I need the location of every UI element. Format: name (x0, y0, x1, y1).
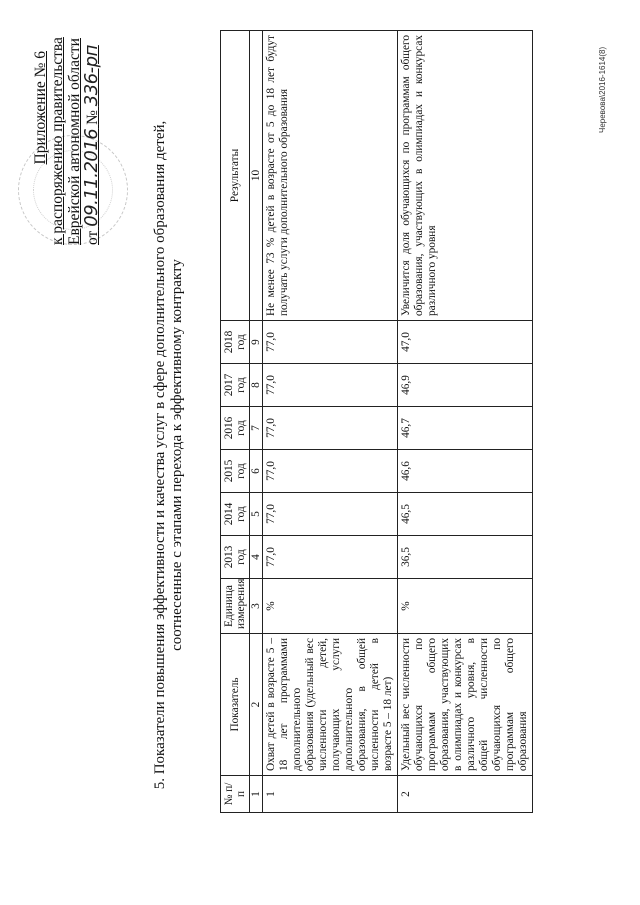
appendix-block (32, 15, 101, 245)
table-header-row (221, 31, 250, 813)
value-2018: 77,0 (263, 321, 398, 364)
column-number: 7 (250, 407, 263, 450)
value-2015: 46,6 (398, 450, 533, 493)
header-cell: 2018 год (221, 321, 250, 364)
row-number: 2 (398, 776, 533, 813)
header-cell: 2017 год (221, 364, 250, 407)
header-cell: 2014 год (221, 493, 250, 536)
appendix-region: Еврейской автономной области (66, 38, 83, 245)
section-heading (152, 105, 186, 805)
column-number: 3 (250, 579, 263, 634)
column-number: 9 (250, 321, 263, 364)
indicators-table (220, 30, 533, 813)
value-2013: 77,0 (263, 536, 398, 579)
column-number: 6 (250, 450, 263, 493)
column-number: 5 (250, 493, 263, 536)
header-cell: № п/п (221, 776, 250, 813)
handwritten-number: 336-рп (81, 45, 102, 107)
value-2017: 77,0 (263, 364, 398, 407)
column-number-row (250, 31, 263, 813)
header-cell: Единица измерения (221, 579, 250, 634)
header-cell: 2013 год (221, 536, 250, 579)
number-prefix: № (84, 110, 101, 125)
value-2017: 46,9 (398, 364, 533, 407)
unit-cell: % (398, 579, 533, 634)
value-2015: 77,0 (263, 450, 398, 493)
value-2013: 36,5 (398, 536, 533, 579)
header-cell: Результаты (221, 31, 250, 321)
header-cell: 2015 год (221, 450, 250, 493)
table-row (263, 31, 398, 813)
handwritten-date: 09.11.2016 (81, 128, 102, 227)
header-cell: 2016 год (221, 407, 250, 450)
date-prefix: от (84, 230, 101, 245)
column-number: 4 (250, 536, 263, 579)
column-number: 2 (250, 634, 263, 776)
result-text: Увеличится доля обучающихся по программам общего образования, участвующих в олимпиадах и конкурсах различного уровня (398, 31, 533, 321)
heading-line-2: соотнесенные с этапами перехода к эффективному контракту (169, 259, 185, 651)
unit-cell: % (263, 579, 398, 634)
document-footer: Черевова\2016-1614(8) (598, 46, 607, 133)
column-number: 8 (250, 364, 263, 407)
value-2016: 46,7 (398, 407, 533, 450)
indicator-text: Охват детей в возрасте 5 – 18 лет программами дополнительного образования (удельный вес численности детей, получающих услуги дополнительного образования, в общей численности детей в возрасте 5 – 18 лет) (263, 634, 398, 776)
value-2016: 77,0 (263, 407, 398, 450)
heading-line-1: 5. Показатели повышения эффективности и качества услуг в сфере дополнительного образования детей, (152, 120, 168, 790)
row-number: 1 (263, 776, 398, 813)
value-2014: 46,5 (398, 493, 533, 536)
value-2014: 77,0 (263, 493, 398, 536)
indicator-text: Удельный вес численности обучающихся по программам общего образования, участвующих в олимпиадах и конкурсах различного уровня, в общей численности обучающихся по программам общего образования (398, 634, 533, 776)
result-text: Не менее 73 % детей в возрасте от 5 до 18 лет будут получать услуги дополнительного образования (263, 31, 398, 321)
header-cell: Показатель (221, 634, 250, 776)
table-row (398, 31, 533, 813)
appendix-date-line (83, 15, 101, 245)
appendix-reference: к распоряжению правительства (49, 37, 66, 245)
value-2018: 47,0 (398, 321, 533, 364)
column-number: 10 (250, 31, 263, 321)
appendix-number: Приложение № 6 (32, 51, 49, 165)
column-number: 1 (250, 776, 263, 813)
